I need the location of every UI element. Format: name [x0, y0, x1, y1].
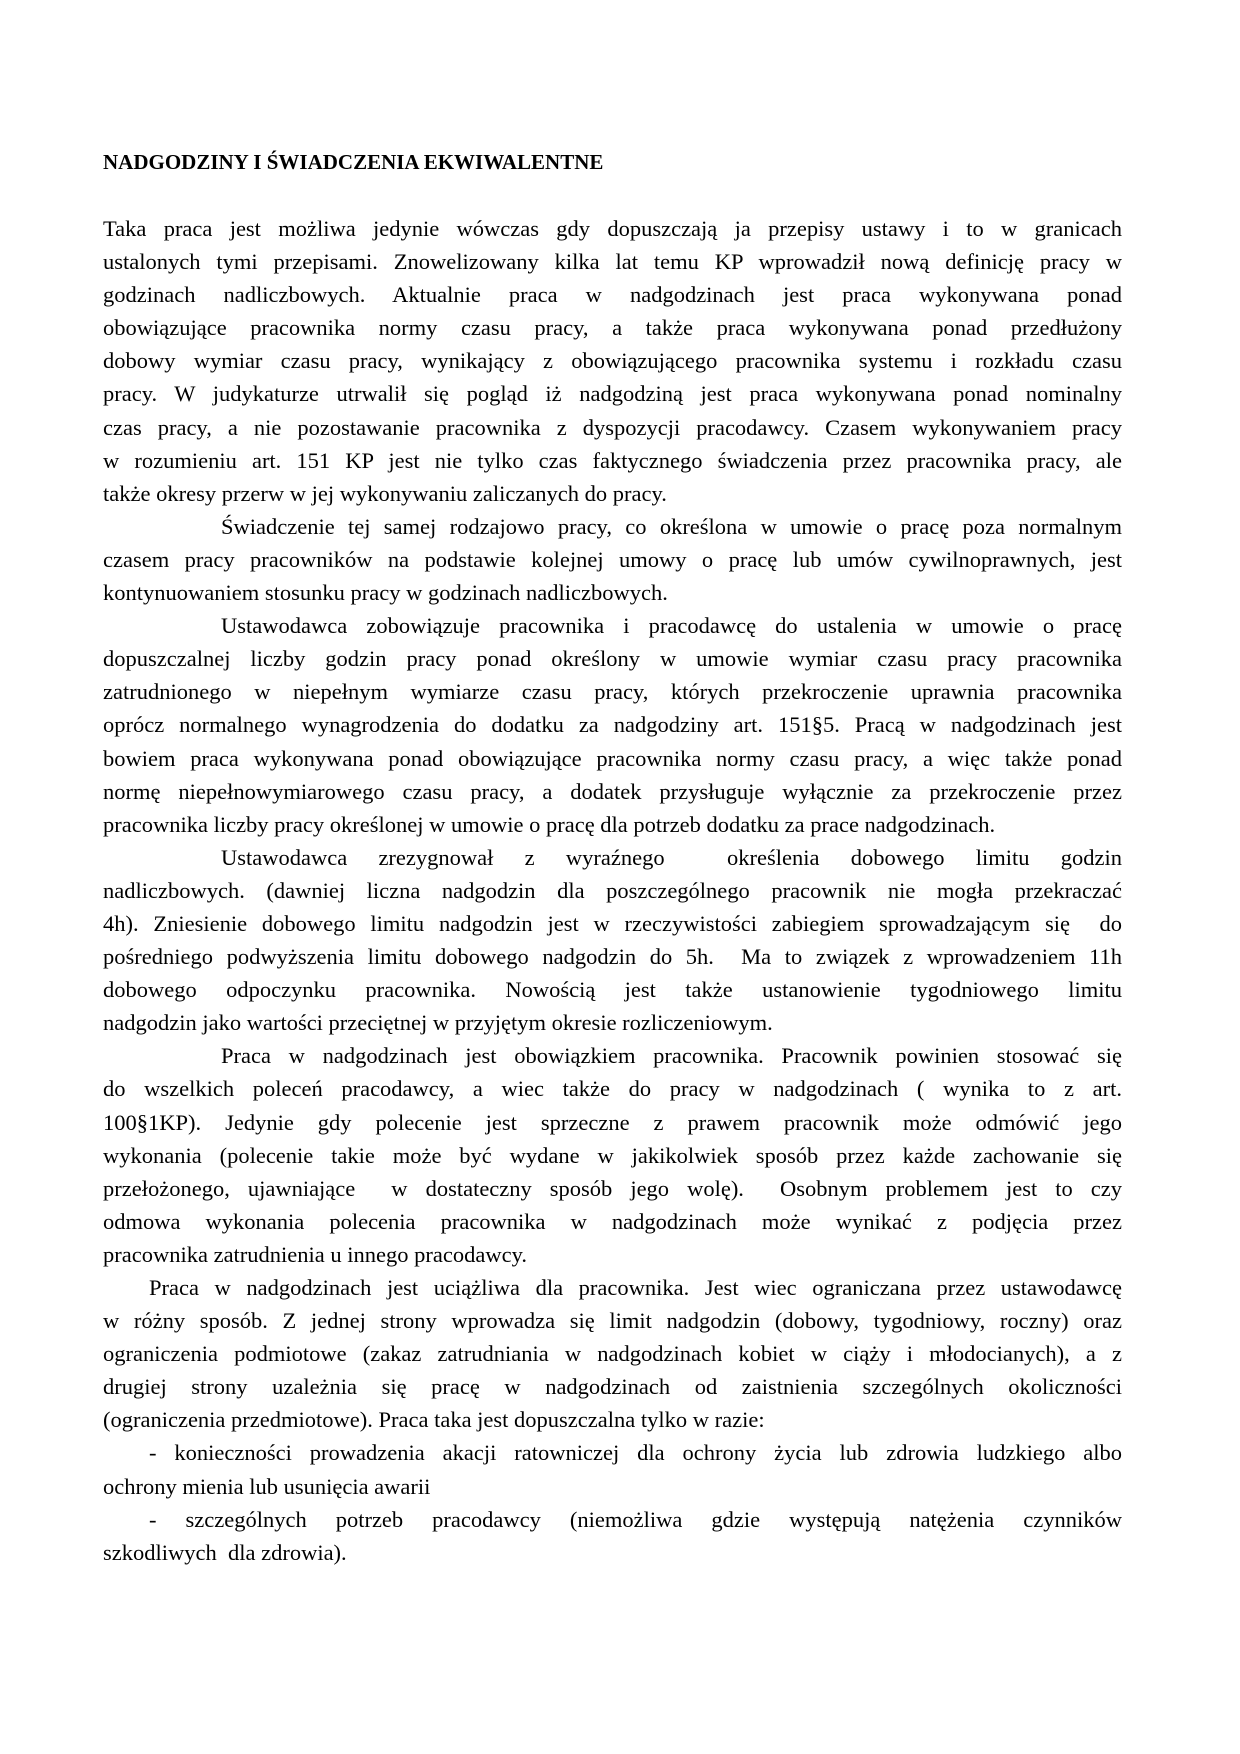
text-line: godzinach nadliczbowych. Aktualnie praca w nadgodzinach jest praca wykonywana ponad: [103, 282, 1122, 308]
text-line: zatrudnionego w niepełnym wymiarze czasu pracy, których przekroczenie uprawnia pracownika: [103, 679, 1122, 705]
text-line: Taka praca jest możliwa jedynie wówczas gdy dopuszczają ja przepisy ustawy i to w granicach: [103, 216, 1122, 241]
text-line: przełożonego, ujawniające w dostateczny sposób jego wolę). Osobnym problemem jest to czy: [103, 1175, 1122, 1201]
text-line: 100§1KP). Jedynie gdy polecenie jest sprzeczne z prawem pracownik może odmówić jego: [103, 1109, 1122, 1135]
text-line: ustalonych tymi przepisami. Znowelizowany kilka lat temu KP wprowadził nową definicję pracy w: [103, 249, 1122, 275]
text-line: wykonania (polecenie takie może być wydane w jakikolwiek sposób przez każde zachowanie się: [103, 1142, 1122, 1168]
document-body: [103, 212, 1122, 1569]
text-line: dobowego odpoczynku pracownika. Nowością jest także ustanowienie tygodniowego limitu: [103, 977, 1122, 1003]
text-line: pośredniego podwyższenia limitu dobowego nadgodzin do 5h. Ma to związek z wprowadzeniem 11h: [103, 944, 1122, 970]
text-line: czas pracy, a nie pozostawanie pracownika z dyspozycji pracodawcy. Czasem wykonywaniem pracy: [103, 414, 1122, 440]
paragraph: [103, 1039, 1122, 1271]
document-title: NADGODZINY I ŚWIADCZENIA EKWIWALENTNE: [103, 150, 604, 174]
paragraph: [103, 510, 1122, 609]
text-line: w różny sposób. Z jednej strony wprowadza się limit nadgodzin (dobowy, tygodniowy, roczny) oraz: [103, 1308, 1122, 1334]
text-line: ograniczenia podmiotowe (zakaz zatrudniania w nadgodzinach kobiet w ciąży i młodocianych), a z: [103, 1341, 1122, 1367]
text-line: Świadczenie tej samej rodzajowo pracy, co określona w umowie o pracę poza normalnym: [221, 513, 1122, 539]
text-line: 4h). Zniesienie dobowego limitu nadgodzin jest w rzeczywistości zabiegiem sprowadzającym się do: [103, 910, 1122, 936]
text-line: dopuszczalnej liczby godzin pracy ponad określony w umowie wymiar czasu pracy pracownika: [103, 646, 1122, 672]
text-line: kontynuowaniem stosunku pracy w godzinach nadliczbowych.: [103, 580, 668, 606]
text-line: (ograniczenia przedmiotowe). Praca taka jest dopuszczalna tylko w razie:: [103, 1407, 765, 1433]
document-page: [103, 146, 1122, 1569]
paragraph: [103, 1271, 1122, 1436]
text-line: Praca w nadgodzinach jest uciążliwa dla pracownika. Jest wiec ograniczana przez ustawodawcę: [149, 1275, 1122, 1300]
text-line: obowiązujące pracownika normy czasu pracy, a także praca wykonywana ponad przedłużony: [103, 315, 1122, 341]
text-line: bowiem praca wykonywana ponad obowiązujące pracownika normy czasu pracy, a więc także ponad: [103, 745, 1122, 771]
text-line: pracownika liczby pracy określonej w umowie o pracę dla potrzeb dodatku za prace nadgodzinach.: [103, 811, 996, 837]
text-line: także okresy przerw w jej wykonywaniu zaliczanych do pracy.: [103, 480, 667, 506]
text-line: dobowy wymiar czasu pracy, wynikający z obowiązującego pracownika systemu i rozkładu czasu: [103, 348, 1122, 374]
paragraph: [103, 609, 1122, 841]
paragraph: [103, 841, 1122, 1040]
text-line: czasem pracy pracowników na podstawie kolejnej umowy o pracę lub umów cywilnoprawnych, jest: [103, 546, 1122, 572]
text-line: - konieczności prowadzenia akacji ratowniczej dla ochrony życia lub zdrowia ludzkiego albo: [149, 1440, 1122, 1466]
text-line: nadgodzin jako wartości przeciętnej w przyjętym okresie rozliczeniowym.: [103, 1010, 773, 1036]
text-line: szkodliwych dla zdrowia).: [103, 1539, 347, 1565]
text-line: pracownika zatrudnienia u innego pracodawcy.: [103, 1241, 527, 1267]
text-line: pracy. W judykaturze utrwalił się pogląd iż nadgodziną jest praca wykonywana ponad nominalny: [103, 381, 1122, 407]
list-item: [103, 1503, 1122, 1569]
list-item: [103, 1436, 1122, 1502]
text-line: nadliczbowych. (dawniej liczna nadgodzin dla poszczególnego pracownik nie mogła przekraczać: [103, 877, 1122, 903]
text-line: drugiej strony uzależnia się pracę w nadgodzinach od zaistnienia szczególnych okoliczności: [103, 1374, 1122, 1400]
text-line: - szczególnych potrzeb pracodawcy (niemożliwa gdzie występują natężenia czynników: [149, 1506, 1122, 1532]
text-line: oprócz normalnego wynagrodzenia do dodatku za nadgodziny art. 151§5. Pracą w nadgodzinach jest: [103, 712, 1122, 738]
text-line: Ustawodawca zrezygnował z wyraźnego określenia dobowego limitu godzin: [221, 844, 1122, 870]
text-line: Praca w nadgodzinach jest obowiązkiem pracownika. Pracownik powinien stosować się: [221, 1043, 1122, 1069]
paragraph: [103, 212, 1122, 510]
text-line: ochrony mienia lub usunięcia awarii: [103, 1473, 431, 1499]
text-line: do wszelkich poleceń pracodawcy, a wiec także do pracy w nadgodzinach ( wynika to z art.: [103, 1076, 1122, 1102]
text-line: w rozumieniu art. 151 KP jest nie tylko czas faktycznego świadczenia przez pracownika pracy, ale: [103, 447, 1122, 473]
text-line: Ustawodawca zobowiązuje pracownika i pracodawcę do ustalenia w umowie o pracę: [221, 613, 1122, 639]
text-line: odmowa wykonania polecenia pracownika w nadgodzinach może wynikać z podjęcia przez: [103, 1208, 1122, 1234]
text-line: normę niepełnowymiarowego czasu pracy, a dodatek przysługuje wyłącznie za przekroczenie przez: [103, 778, 1122, 804]
